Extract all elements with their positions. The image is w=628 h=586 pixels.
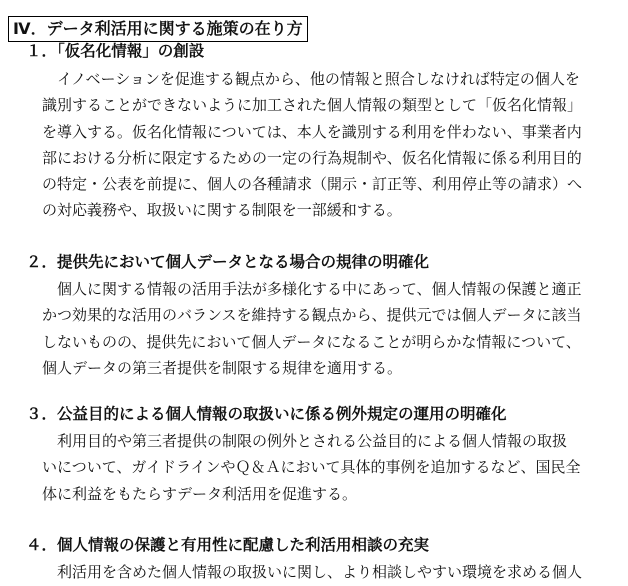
- section-body-1: [42, 66, 612, 224]
- body-line: 個人データの第三者提供を制限する規律を適用する。: [42, 358, 403, 377]
- section-body-3: [42, 428, 612, 507]
- section-heading-4: ４．個人情報の保護と有用性に配慮した利活用相談の充実: [26, 536, 430, 554]
- section-heading-3: ３．公益目的による個人情報の取扱いに係る例外規定の運用の明確化: [26, 405, 507, 423]
- body-line: の対応義務や、取扱いに関する制限を一部緩和する。: [42, 201, 402, 220]
- body-line: 部における分析に限定するための一定の行為規制や、仮名化情報に係る利用目的: [42, 148, 582, 167]
- section-body-2: [42, 276, 612, 381]
- body-line: 利活用を含めた個人情報の取扱いに関し、より相談しやすい環境を求める個人: [57, 563, 583, 581]
- body-line: イノベーションを促進する観点から、他の情報と照合しなければ特定の個人を: [57, 70, 580, 88]
- section-heading-2: ２．提供先において個人データとなる場合の規律の明確化: [26, 253, 430, 271]
- body-line: いについて、ガイドラインやＱ＆Ａにおいて具体的事例を追加するなど、国民全: [42, 458, 581, 477]
- body-line: を導入する。仮名化情報については、本人を識別する利用を伴わない、事業者内: [42, 122, 582, 141]
- chapter-title: Ⅳ．データ利活用に関する施策の在り方: [8, 16, 308, 42]
- section-body-4: [42, 559, 612, 585]
- body-line: 利用目的や第三者提供の制限の例外とされる公益目的による個人情報の取扱: [57, 432, 568, 450]
- body-line: 個人に関する情報の活用手法が多様化する中にあって、個人情報の保護と適正: [57, 280, 582, 298]
- body-line: しないものの、提供先において個人データになることが明らかな情報について、: [42, 332, 581, 351]
- body-line: かつ効果的な活用のバランスを維持する観点から、提供元では個人データに該当: [42, 306, 582, 325]
- body-line: 識別することができないように加工された個人情報の類型として「仮名化情報」: [42, 96, 583, 115]
- body-line: の特定・公表を前提に、個人の各種請求（開示・訂正等、利用停止等の請求）へ: [42, 175, 583, 194]
- section-heading-1: １．「仮名化情報」の創設: [26, 42, 205, 60]
- body-line: 体に利益をもたらすデータ利活用を促進する。: [42, 484, 358, 503]
